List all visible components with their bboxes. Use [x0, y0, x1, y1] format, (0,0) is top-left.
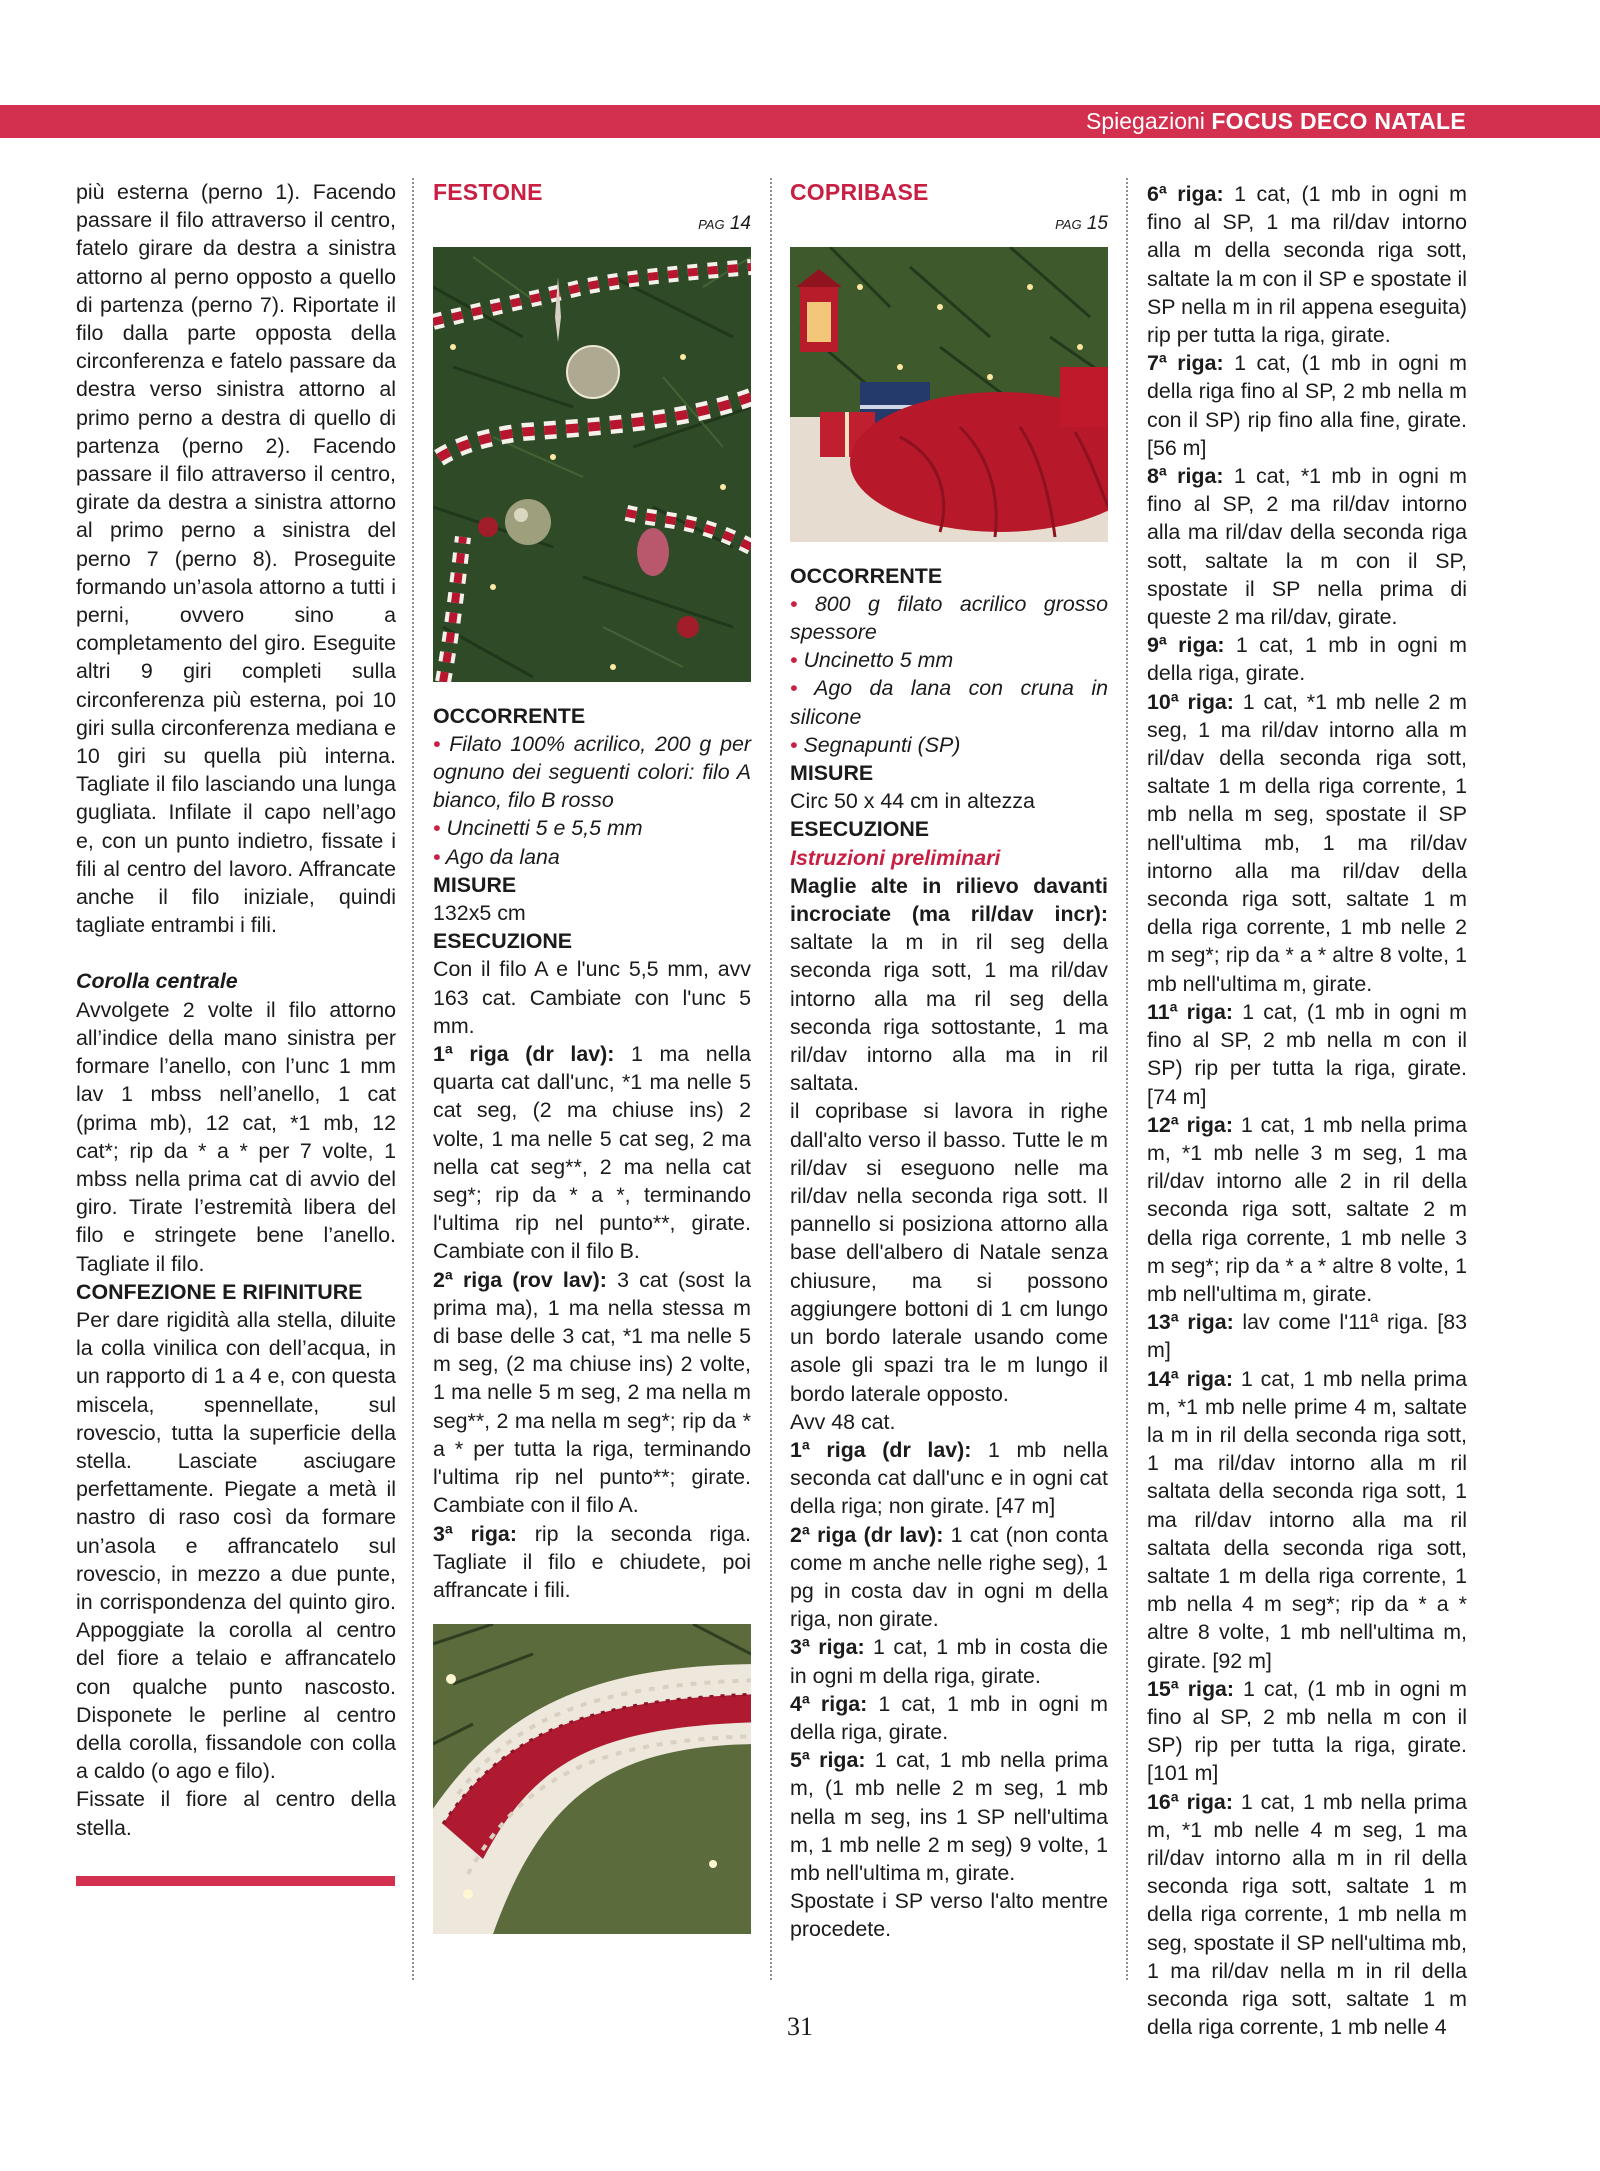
occorrente-heading: OCCORRENTE [433, 703, 586, 728]
row-instruction: 14ª riga: 1 cat, 1 mb nella prima m, *1 mb nelle prime 4 m, saltate la m in ril della seconda riga sott, 1 ma ril/dav intorno alla m ril saltata della seconda riga sott, 1 ma ril/dav intorno alla ma ril saltata della seconda riga sott, saltate 1 m della riga corrente, 1 mb nella 4 m seg*; rip da * a * altre 8 volte, 1 mb nell'ultima m, girate. [92 m] [1147, 1366, 1467, 1673]
page-ref: PAG 14 [698, 213, 751, 235]
row-instruction: 15ª riga: 1 cat, (1 mb in ogni m fino al SP, 2 mb nella m con il SP) rip per tutta la riga, girate. [101 m] [1147, 1676, 1467, 1786]
festone-tree-photo [433, 247, 751, 682]
row-instruction: 4ª riga: 1 cat, 1 mb in ogni m della riga, girate. [790, 1691, 1108, 1744]
final-text: Fissate il fiore al centro della stella. [76, 1787, 396, 1840]
row-instruction: 3ª riga: rip la seconda riga. Tagliate il filo e chiudete, poi affrancate i fili. [433, 1521, 751, 1602]
copribase-tree-photo [790, 247, 1108, 542]
running-header-title: FOCUS DECO NATALE [1211, 108, 1466, 134]
row-instruction: 3ª riga: 1 cat, 1 mb in costa die in ogni m della riga, girate. [790, 1635, 1108, 1688]
row-instruction: 7ª riga: 1 cat, (1 mb in ogni m della riga fino al SP, 2 mb nella m con il SP) rip fino alla fine, girate. [56 m] [1147, 351, 1467, 460]
row-instruction: 6ª riga: 1 cat, (1 mb in ogni m fino al SP, 1 ma ril/dav intorno alla m della seconda riga sott, saltate la m con il SP e spostate il SP nella m in ril appena eseguita) rip per tutta la riga, girate. [1147, 182, 1467, 348]
column-2 [433, 178, 751, 1941]
festone-closeup-photo [433, 1624, 751, 1934]
festone-title: FESTONE [433, 179, 543, 205]
esecuzione-heading: ESECUZIONE [433, 929, 573, 954]
misure-heading: MISURE [433, 872, 517, 897]
corolla-text: Avvolgete 2 volte il filo attorno all’indice della mano sinistra per formare l’anello, con l’unc 1 mm lav 1 mbss nell’anello, 1 cat (prima mb), 12 cat, *1 mb, 12 cat*; rip da * a * per 7 volte, 1 mbss nella prima cat di avvio del giro. Tirate l’estremità libera del filo e stringete bene l’anello. Tagliate il filo. [76, 997, 396, 1276]
material-item: • Ago da lana con cruna in silicone [790, 676, 1109, 729]
page-ref: PAG 15 [1055, 213, 1108, 235]
column-1 [76, 178, 396, 1886]
avvio-text: Avv 48 cat. [790, 1409, 896, 1434]
row-instruction: 10ª riga: 1 cat, *1 mb nelle 2 m seg, 1 ma ril/dav intorno alla m ril/dav della seconda riga sott, saltate 1 m della riga corrente, 1 mb nella m seg, spostate il SP nell'ultima mb, 1 ma ril/dav intorno alla ma ril/dav della seconda riga sott, saltate 1 m della riga corrente, 1 mb nelle 2 m seg*; rip da * a * altre 8 volte, 1 mb nell'ultima m, girate. [1147, 689, 1467, 996]
row-instruction: 2ª riga (dr lav): 1 cat (non conta come m anche nelle righe seg), 1 pg in costa dav in ogni m della riga, non girate. [790, 1522, 1109, 1632]
material-item: • Uncinetto 5 mm [790, 648, 954, 673]
maglie-paragraph: Maglie alte in rilievo davanti incrociate (ma ril/dav incr): saltate la m in ril seg della seconda riga sott, 1 ma ril/dav intorno alla ma ril seg della seconda riga sottostante, 1 ma ril/dav intorno alla ma in ril saltata. [790, 873, 1108, 1096]
column-divider [412, 178, 414, 1980]
corolla-heading: Corolla centrale [76, 969, 238, 994]
row-instruction: 1ª riga (dr lav): 1 ma nella quarta cat dall'unc, *1 ma nelle 5 cat seg, (2 ma chiuse ins) 2 volte, 1 ma nelle 5 cat seg, 2 ma nella cat seg**, 2 ma nella cat seg*; rip da * a *, terminando l'ultima rip nel punto**, girate. Cambiate con il filo B. [433, 1042, 752, 1264]
copribase-title: COPRIBASE [790, 179, 929, 205]
esecuzione-intro: Con il filo A e l'unc 5,5 mm, avv 163 cat. Cambiate con l'unc 5 mm. [433, 957, 751, 1038]
material-item: • Uncinetti 5 e 5,5 mm [433, 816, 643, 841]
confezione-heading: CONFEZIONE E RIFINITURE [76, 1279, 363, 1304]
row-instruction: 8ª riga: 1 cat, *1 mb in ogni m fino al SP, 2 ma ril/dav intorno alla ma ril/dav della seconda riga sott, saltate la m con il SP, spostate il SP nella prima di queste 2 ma ril/dav, girate. [1147, 464, 1467, 630]
row-instruction: 2ª riga (rov lav): 3 cat (sost la prima ma), 1 ma nella stessa m di base delle 3 cat, *1 ma nelle 5 m seg, (2 ma chiuse ins) 2 volte, 1 ma nelle 5 m seg, 2 ma nella m seg**, 2 ma nella m seg*; rip da * a * per tutta la riga, terminando l'ultima rip nel punto**; girate. Cambiate con il filo A. [433, 1267, 751, 1518]
esecuzione-heading: ESECUZIONE [790, 817, 930, 842]
row-instruction: 13ª riga: lav come l'11ª riga. [83 m] [1147, 1310, 1467, 1363]
column-divider [770, 178, 772, 1980]
row-instruction: 1ª riga (dr lav): 1 mb nella seconda cat dall'unc e in ogni cat della riga; non girate. [47 m] [790, 1437, 1109, 1519]
row-instruction: 16ª riga: 1 cat, 1 mb nella prima m, *1 mb nelle 4 m seg, 1 ma ril/dav intorno alla m in ril della seconda riga sott, saltate 1 m della riga corrente, 1 mb nella m seg, spostate il SP nell'ultima mb, 1 ma ril/dav nella m in ril della seconda riga sott, saltate 1 m della riga corrente, 1 mb nelle 4 [1147, 1789, 1467, 2040]
running-header: Spiegazioni FOCUS DECO NATALE [1086, 108, 1466, 134]
istruzioni-heading: Istruzioni preliminari [790, 845, 1001, 870]
material-item: • 800 g filato acrilico grosso spessore [790, 591, 1108, 645]
material-item: • Ago da lana [433, 844, 560, 869]
occorrente-heading: OCCORRENTE [790, 563, 943, 588]
end-bar [76, 1876, 395, 1886]
row-instruction: 12ª riga: 1 cat, 1 mb nella prima m, *1 mb nelle 3 m seg, 1 ma ril/dav intorno alle 2 in ril della seconda riga sott, saltate 2 m della riga corrente, 1 mb nelle 3 m seg*; rip da * a * altre 8 volte, 1 mb nell'ultima m, girate. [1147, 1112, 1467, 1306]
confezione-text: Per dare rigidità alla stella, diluite la colla vinilica con dell’acqua, in un rapporto di 1 a 4 e, con questa miscela, spennellate, sul rovescio, tutta la superficie della stella. Lasciate asciugare perfettamente. Piegate a metà il nastro di raso così da formare un’asola e affrancatelo sul rovescio, in mezzo a due punte, in corrispondenza del quinto giro. Appoggiate la corolla al centro del fiore a telaio e affrancatelo con qualche punto nascosto. Disponete le perline al centro della corolla, fissandole con colla a caldo (o ago e filo). [76, 1307, 396, 1784]
page-number: 31 [787, 2012, 813, 2041]
misure-value: 132x5 cm [433, 901, 526, 926]
misure-value: Circ 50 x 44 cm in altezza [790, 789, 1035, 814]
star-paragraph: più esterna (perno 1). Facendo passare il filo attraverso il centro, fatelo girare da destra a sinistra attorno al perno opposto a quello di partenza (perno 7). Riportate il filo dalla parte opposta della circonferenza e fatelo passare da destra verso sinistra attorno al primo perno a destra di quello di partenza (perno 2). Facendo passare il filo attraverso il centro, girate da destra a sinistra attorno al primo perno a sinistra del perno 7 (perno 8). Proseguite formando un’asola attorno a tutti i perni, ovvero sino a completamento del giro. Eseguite altri 9 giri completi sulla circonferenza più esterna, poi 10 giri sulla circonferenza mediana e 10 giri su quella più interna. Tagliate il filo lasciando una lunga gugliata. Infilate il capo nell’ago e, con un punto indietro, fissate i fili al centro del lavoro. Affrancate anche il filo iniziale, quindi tagliate entrambi i fili. [76, 180, 396, 938]
row-instruction: 11ª riga: 1 cat, (1 mb in ogni m fino al SP, 2 mb nella m con il SP) rip per tutta la riga, girate. [74 m] [1147, 999, 1468, 1109]
material-item: • Filato 100% acrilico, 200 g per ognuno dei seguenti colori: filo A bianco, filo B rosso [433, 731, 751, 813]
column-divider [1126, 178, 1128, 1980]
misure-heading: MISURE [790, 761, 874, 786]
row-instruction: 9ª riga: 1 cat, 1 mb in ogni m della riga, girate. [1147, 633, 1467, 686]
column-3 [790, 178, 1108, 1944]
spostate-text: Spostate i SP verso l'alto mentre procedete. [790, 1889, 1108, 1942]
material-item: • Segnapunti (SP) [790, 732, 961, 757]
column-4 [1147, 180, 1467, 2041]
copribase-paragraph: il copribase si lavora in righe dall'alto verso il basso. Tutte le m ril/dav si eseguono nelle ma ril/dav nella seconda riga sott. Il pannello si posiziona attorno alla base dell'albero di Natale senza chiusure, ma si possono aggiungere bottoni di 1 cm lungo un bordo laterale usando come asole gli spazi tra le m lungo il bordo laterale opposto. [790, 1099, 1108, 1406]
row-instruction: 5ª riga: 1 cat, 1 mb nella prima m, (1 mb nelle 2 m seg, 1 mb nella m seg, ins 1 SP nell'ultima m, 1 mb nelle 2 m seg) 9 volte, 1 mb nell'ultima m, girate. [790, 1748, 1108, 1885]
